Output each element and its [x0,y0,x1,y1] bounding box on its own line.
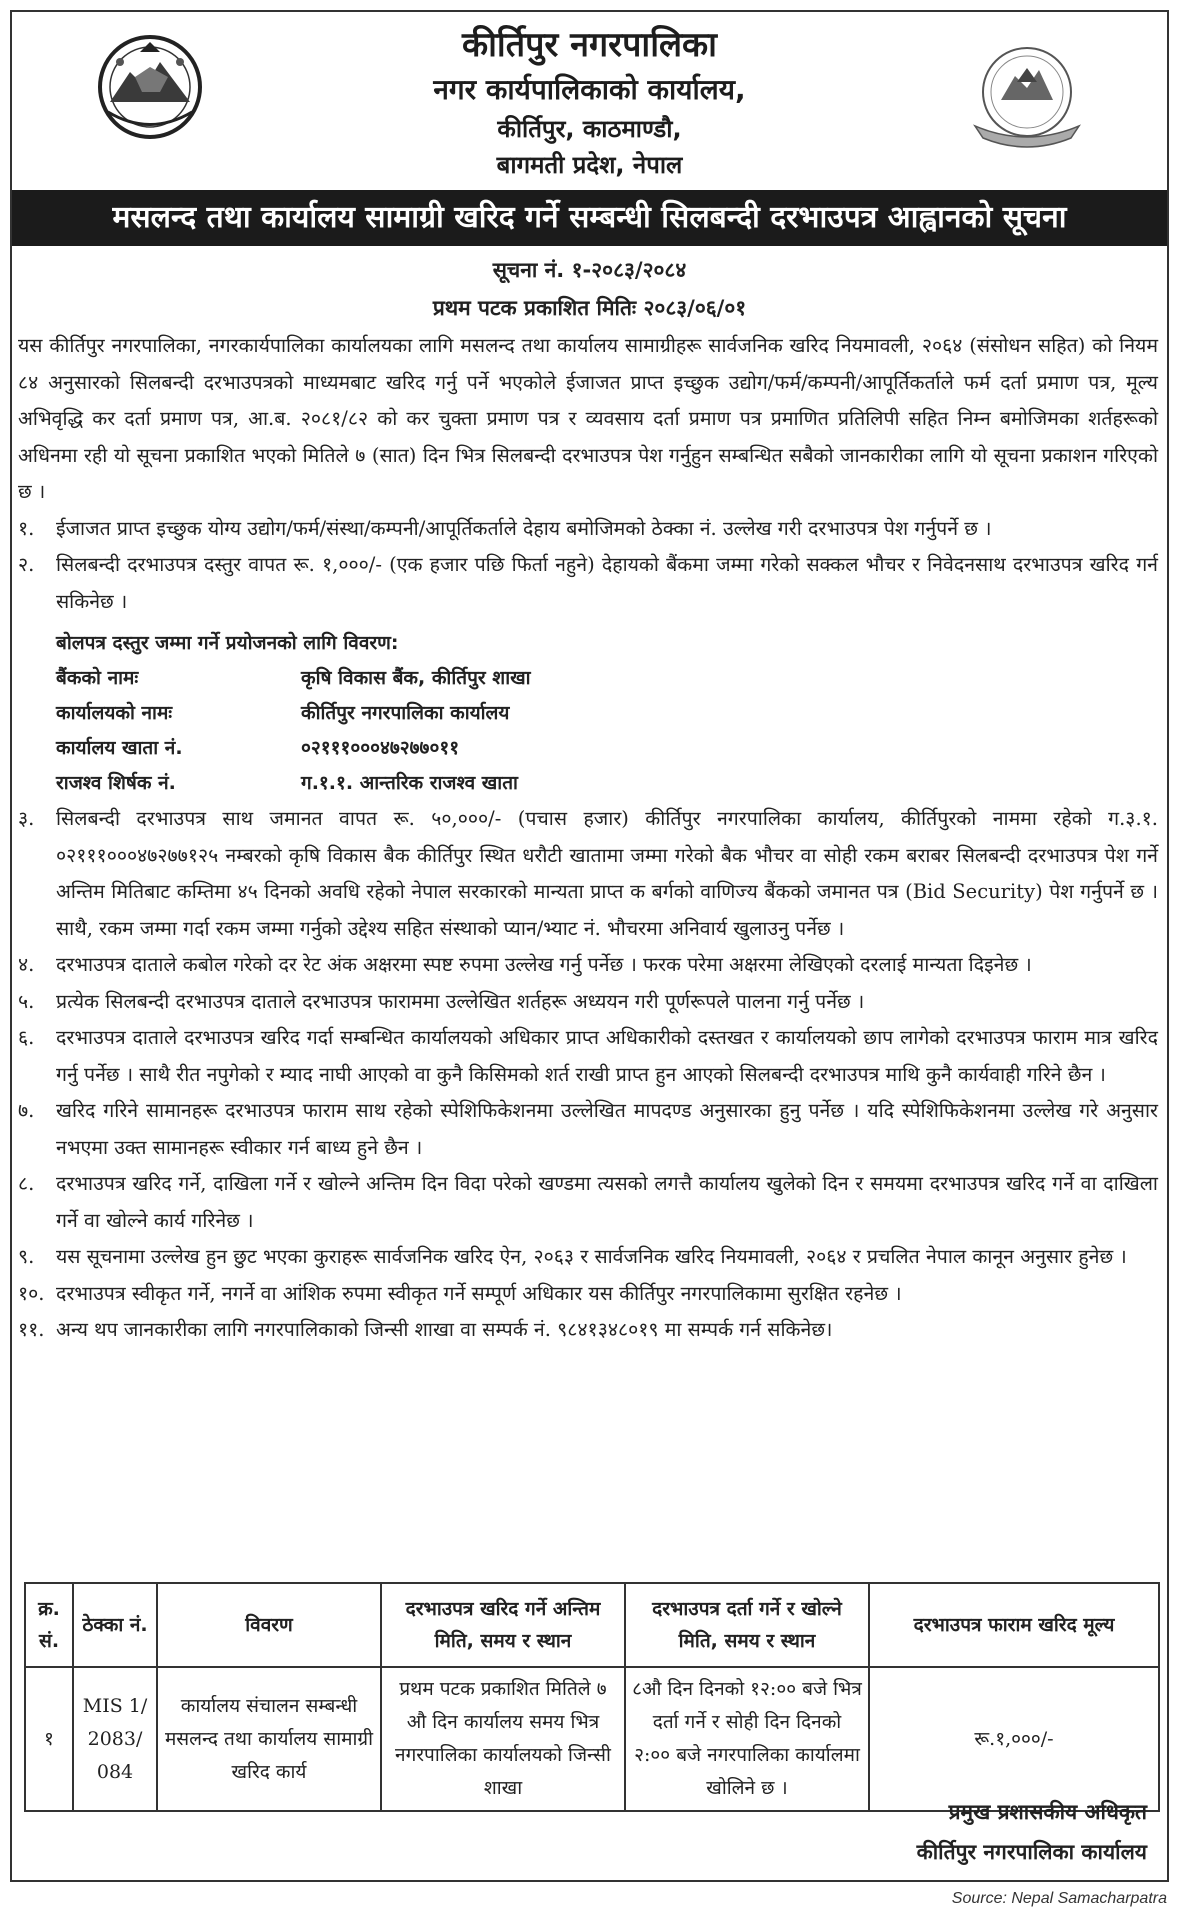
col-description: विवरण [157,1583,381,1667]
list-item [18,511,1158,548]
notice-header [12,12,1167,179]
item-number: २. [18,553,35,576]
cell-form-price: रू.१,०००/- [869,1667,1159,1811]
col-purchase-deadline: दरभाउपत्र खरिद गर्ने अन्तिम मिति, समय र स्थान [381,1583,625,1667]
col-serial: क्र. सं. [25,1583,73,1667]
list-item [18,947,1158,984]
office-location: कीर्तिपुर, काठमाण्डौ, [497,115,682,143]
item-number: ११. [18,1318,45,1341]
item-number: ९. [18,1245,35,1268]
table-row [25,1667,1159,1811]
office-name: नगर कार्यपालिकाको कार्यालय, [433,73,746,106]
table-header-row [25,1583,1159,1667]
item-number: १. [18,516,35,540]
signatory-title: प्रमुख प्रशासकीय अधिकृत [948,1800,1147,1824]
notice-title-banner: मसलन्द तथा कार्यालय सामाग्री खरिद गर्ने सम्बन्धी सिलबन्दी दरभाउपत्र आह्वानको सूचना [12,190,1167,246]
bank-details-heading: बोलपत्र दस्तुर जम्मा गर्ने प्रयोजनको लागि विवरण: [56,632,399,654]
bank-key: कार्यालयको नामः [56,702,173,724]
item-number: ३. [18,807,35,830]
cell-purchase-deadline: प्रथम पटक प्रकाशित मितिले ७ औ दिन कार्यालय समय भित्र नगरपालिका कार्यालयको जिन्सी शाखा [381,1667,625,1811]
list-item [18,1166,1158,1239]
cell-serial: १ [25,1667,73,1811]
notice-frame [10,10,1169,1882]
item-text: खरिद गरिने सामानहरू दरभाउपत्र फाराम साथ रहेको स्पेशिफिकेशनमा उल्लेखित मापदण्ड अनुसारका हुनु पर्नेछ । यदि स्पेशिफिकेशनमा उल्लेख गरे अनुसार नभएमा उक्त सामानहरू स्वीकार गर्न बाध्य हुने छैन । [56,1099,1158,1159]
first-published-date: प्रथम पटक प्रकाशित मितिः २०८३/०६/०१ [432,296,747,320]
item-number: ४. [18,953,35,976]
bank-row [56,766,1158,801]
col-submission-opening: दरभाउपत्र दर्ता गर्ने र खोल्ने मिति, समय र स्थान [625,1583,869,1667]
list-item [18,801,1158,947]
item-number: १०. [18,1281,45,1305]
municipality-name: कीर्तिपुर नगरपालिका [462,25,717,65]
item-text: यस सूचनामा उल्लेख हुन छुट भएका कुराहरू सार्वजनिक खरिद ऐन, २०६३ र सार्वजनिक खरिद नियमावली, २०६४ र प्रचलित नेपाल कानून अनुसार हुनेछ । [56,1245,1127,1268]
item-text: दरभाउपत्र खरिद गर्ने, दाखिला गर्ने र खोल्ने अन्तिम दिन विदा परेको खण्डमा त्यसको लगत्तै कार्यालय खुलेको दिन र समयमा दरभाउपत्र खरिद गर्ने वा दाखिला गर्ने वा खोल्ने कार्य गरिनेछ । [56,1172,1158,1232]
item-text: ईजाजत प्राप्त इच्छुक योग्य उद्योग/फर्म/संस्था/कम्पनी/आपूर्तिकर्ताले देहाय बमोजिमको ठेक्का नं. उल्लेख गरी दरभाउपत्र पेश गर्नुपर्ने छ । [56,516,992,540]
item-text: सिलबन्दी दरभाउपत्र दस्तुर वापत रू. १,०००/- (एक हजार पछि फिर्ता नहुने) देहायको बैंकमा जम्मा गरेको सक्कल भौचर र निवेदनसाथ दरभाउपत्र खरिद गर्न सकिनेछ । [56,553,1158,613]
bank-value: ग.१.१. आन्तरिक राजश्व खाता [301,772,518,794]
bank-value: कीर्तिपुर नगरपालिका कार्यालय [301,702,510,724]
item-number: ७. [18,1099,35,1122]
cell-submission-opening: ८औ दिन दिनको १२:०० बजे भित्र दर्ता गर्ने र सोही दिन दिनको २:०० बजे नगरपालिका कार्यालमा खोलिने छ । [625,1667,869,1811]
notice-number: सूचना नं. १-२०८३/२०८४ [492,258,687,282]
bank-details [56,626,1158,801]
bank-row [56,731,1158,766]
item-text: दरभाउपत्र स्वीकृत गर्ने, नगर्ने वा आंशिक रुपमा स्वीकृत गर्ने सम्पूर्ण अधिकार यस कीर्तिपुर नगरपालिकामा सुरक्षित रहनेछ । [56,1281,902,1305]
source-credit: Source: Nepal Samacharpatra [951,1890,1167,1907]
bank-row [56,696,1158,731]
item-text: सिलबन्दी दरभाउपत्र साथ जमानत वापत रू. ५०,०००/- (पचास हजार) कीर्तिपुर नगरपालिका कार्यालय, कीर्तिपुरको नाममा रहेको ग.३.१. ०२१११०००४७२७७१२५ नम्बरको कृषि विकास बैक कीर्तिपुर स्थित धरौटी खातामा जम्मा गरेको बैक भौचर वा सोही रकम बराबर सिलबन्दी दरभाउपत्र पेश गर्ने अन्तिम मितिबाट कम्तिमा ४५ दिनको अवधि रहेको नेपाल सरकारको मान्यता प्राप्त क बर्गको वाणिज्य बैंकको जमानत पत्र (Bid Security) पेश गर्नुपर्ने छ । साथै, रकम जम्मा गर्दा रकम जम्मा गर्नुको उद्देश्य सहित संस्थाको प्यान/भ्याट नं. भौचरमा अनिवार्य खुलाउनु पर्नेछ । [56,807,1158,940]
item-number: ५. [18,989,35,1013]
item-text: प्रत्येक सिलबन्दी दरभाउपत्र दाताले दरभाउपत्र फाराममा उल्लेखित शर्तहरू अध्ययन गरी पूर्णरूपले पालना गर्नु पर्नेछ । [56,989,865,1013]
contract-table [24,1582,1160,1812]
notice-body [18,328,1158,1349]
item-number: ८. [18,1172,35,1195]
bank-key: कार्यालय खाता नं. [56,737,183,759]
list-item [18,1312,1158,1349]
item-text: अन्य थप जानकारीका लागि नगरपालिकाको जिन्सी शाखा वा सम्पर्क नं. ९८४१३४८०१९ मा सम्पर्क गर्न सकिनेछ। [56,1318,833,1341]
signatory-office: कीर्तिपुर नगरपालिका कार्यालय [916,1840,1147,1864]
item-text: दरभाउपत्र दाताले कबोल गरेको दर रेट अंक अक्षरमा स्पष्ट रुपमा उल्लेख गर्नु पर्नेछ । फरक परेमा अक्षरमा लेखिएको दरलाई मान्यता दिइनेछ । [56,953,1032,976]
list-item [18,1093,1158,1166]
item-number: ६. [18,1026,35,1049]
bank-value: कृषि विकास बैंक, कीर्तिपुर शाखा [301,667,531,689]
list-item [18,1239,1158,1276]
list-item [18,547,1158,620]
bank-value: ०२१११०००४७२७७०११ [301,737,460,759]
list-item [18,984,1158,1021]
province-line: बागमती प्रदेश, नेपाल [496,151,683,179]
col-contract-no: ठेक्का नं. [73,1583,157,1667]
bank-key: राजश्व शिर्षक नं. [56,772,176,794]
cell-description: कार्यालय संचालन सम्बन्धी मसलन्द तथा कार्यालय सामाग्री खरिद कार्य [157,1667,381,1811]
list-item [18,1276,1158,1313]
bank-key: बैंकको नामः [56,667,139,689]
bank-row [56,661,1158,696]
item-text: दरभाउपत्र दाताले दरभाउपत्र खरिद गर्दा सम्बन्धित कार्यालयको अधिकार प्राप्त अधिकारीको दस्तखत र कार्यालयको छाप लागेको दरभाउपत्र फाराम मात्र खरिद गर्नु पर्नेछ । साथै रीत नपुगेको र म्याद नाघी आएको वा कुनै किसिमको शर्त राखी प्राप्त हुन आएको सिलबन्दी दरभाउपत्र माथि कुनै कार्यवाही गरिने छैन । [56,1026,1158,1086]
intro-paragraph: यस कीर्तिपुर नगरपालिका, नगरकार्यपालिका कार्यालयका लागि मसलन्द तथा कार्यालय सामाग्रीहरू सार्वजनिक खरिद नियमावली, २०६४ (संसोधन सहित) को नियम ८४ अनुसारको सिलबन्दी दरभाउपत्रको माध्यमबाट खरिद गर्नु पर्ने भएकोले ईजाजत प्राप्त इच्छुक उद्योग/फर्म/कम्पनी/आपूर्तिकर्ताले फर्म दर्ता प्रमाण पत्र, मूल्य अभिवृद्धि कर दर्ता प्रमाण पत्र, आ.ब. २०८१/८२ को कर चुक्ता प्रमाण पत्र र व्यवसाय दर्ता प्रमाण पत्र प्रमाणित प्रतिलिपी सहित निम्न बमोजिमका शर्तहरूको अधिनमा रही यो सूचना प्रकाशित भएको मितिले ७ (सात) दिन भित्र सिलबन्दी दरभाउपत्र पेश गर्नुहुन सम्बन्धित सबैको जानकारीका लागि यो सूचना प्रकाशन गरिएको छ । [18,334,1158,503]
cell-contract-no: MIS 1/ 2083/ 084 [73,1667,157,1811]
list-item [18,1020,1158,1093]
col-form-price: दरभाउपत्र फाराम खरिद मूल्य [869,1583,1159,1667]
